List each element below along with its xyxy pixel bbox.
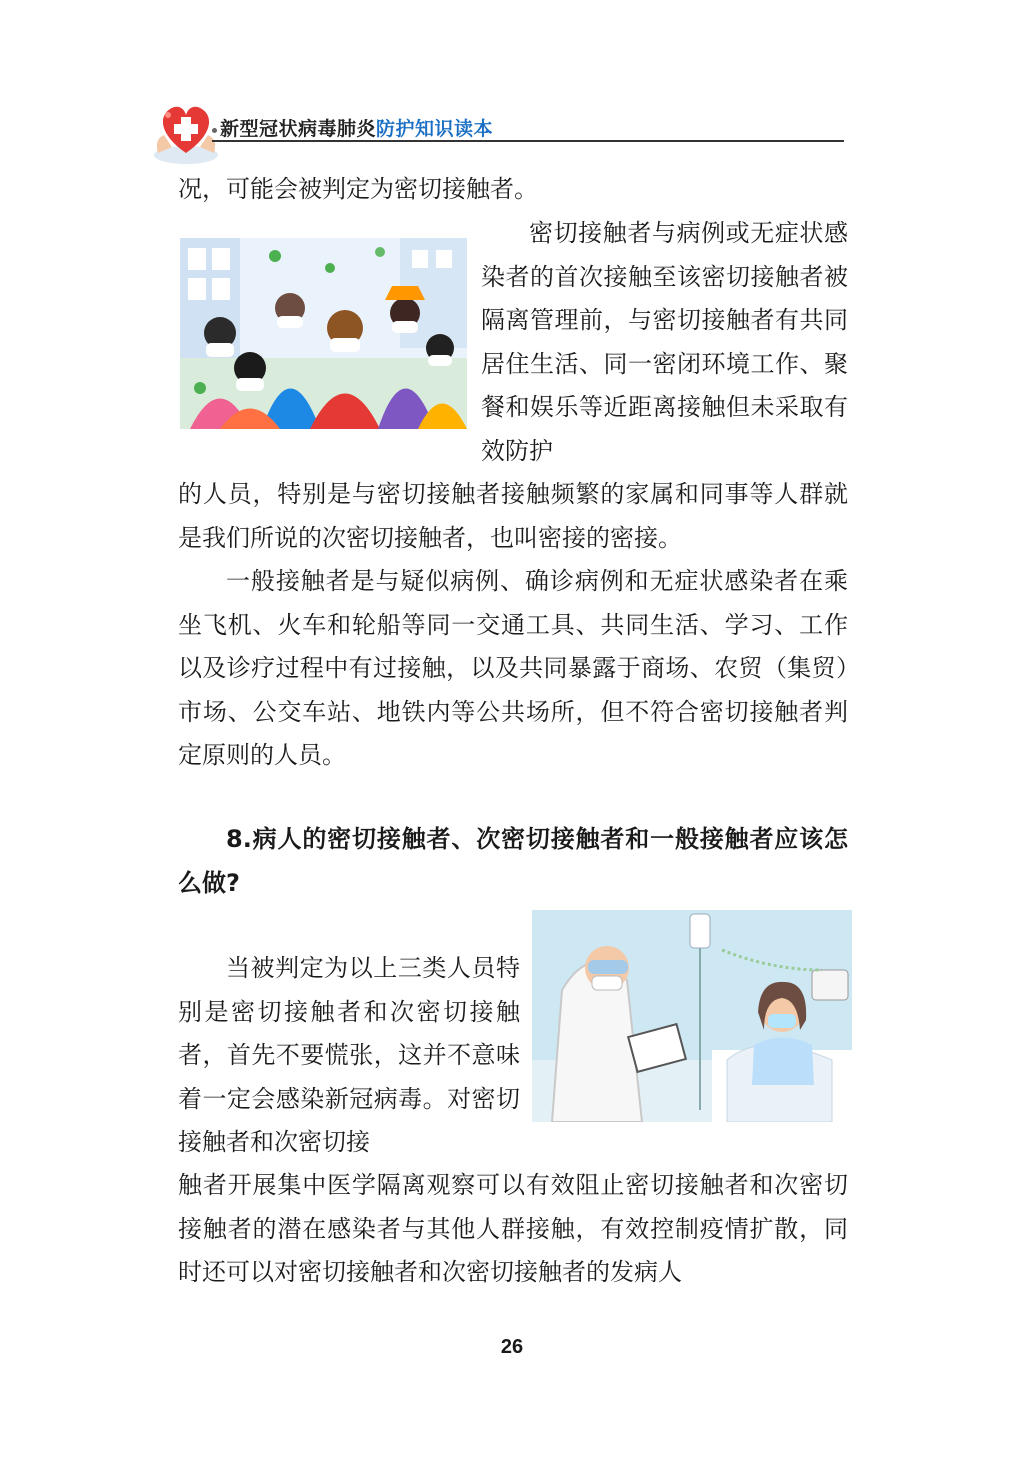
- header-title-accent: 防护知识读本: [376, 118, 494, 140]
- doctor-and-patient-illustration: [532, 910, 852, 1122]
- header-rule: [212, 140, 844, 142]
- page-number: 26: [500, 1336, 524, 1358]
- section-heading-8: 8.病人的密切接触者、次密切接触者和一般接触者应该怎么做?: [178, 825, 848, 897]
- paragraph-1: 况，可能会被判定为密切接触者。: [178, 175, 538, 203]
- header-bullet: [212, 128, 217, 133]
- paragraph-6: 触者开展集中医学隔离观察可以有效阻止密切接触者和次密切接触者的潜在感染者与其他人群接触，有效控制疫情扩散，同时还可以对密切接触者和次密切接触者的发病人: [178, 1171, 848, 1286]
- crowd-wearing-masks-illustration: [180, 238, 467, 429]
- paragraph-2-wrapped: 密切接触者与病例或无症状感染者的首次接触至该密切接触者被隔离管理前，与密切接触者有共同居住生活、同一密闭环境工作、聚餐和娱乐等近距离接触但未采取有效防护: [481, 219, 848, 465]
- paragraph-3: 的人员，特别是与密切接触者接触频繁的家属和同事等人群就是我们所说的次密切接触者，也叫密接的密接。: [178, 480, 848, 552]
- header-title-main: 新型冠状病毒肺炎: [220, 118, 377, 140]
- paragraph-5-wrapped: 当被判定为以上三类人员特别是密切接触者和次密切接触者，首先不要慌张，这并不意味着一定会感染新冠病毒。对密切接触者和次密切接: [178, 954, 520, 1156]
- paragraph-4: 一般接触者是与疑似病例、确诊病例和无症状感染者在乘坐飞机、火车和轮船等同一交通工具、共同生活、学习、工作以及诊疗过程中有过接触，以及共同暴露于商场、农贸（集贸）市场、公交车站、地铁内等公共场所，但不符合密切接触者判定原则的人员。: [178, 567, 848, 769]
- running-header-title: [220, 114, 493, 141]
